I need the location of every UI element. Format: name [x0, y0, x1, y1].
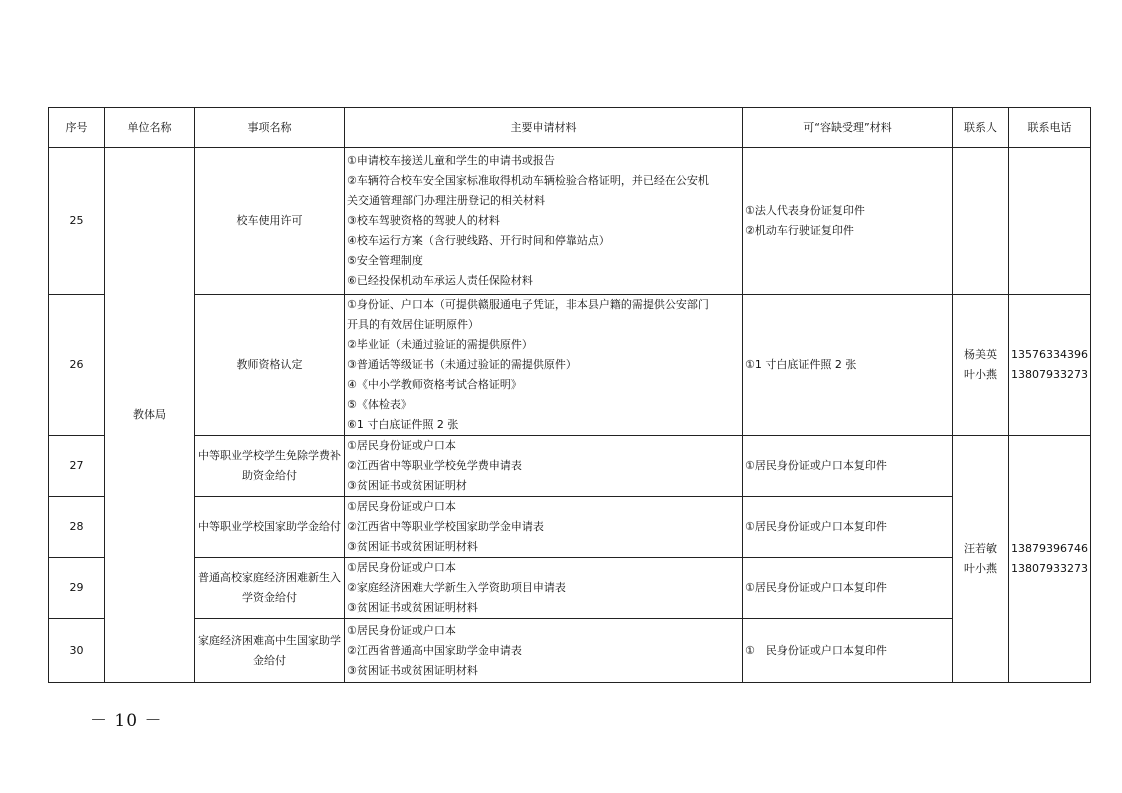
material-line: ①居民身份证或户口本	[347, 439, 456, 452]
item-name: 普通高校家庭经济困难新生入学资金给付	[195, 558, 345, 619]
material-line: ④《中小学教师资格考试合格证明》	[347, 378, 522, 391]
row-no: 26	[49, 295, 105, 436]
page-number: － 10 －	[90, 711, 163, 731]
material-line: ②江西省普通高中国家助学金申请表	[347, 643, 522, 657]
table-row	[49, 148, 1091, 295]
deficiency-materials	[743, 148, 953, 295]
item-name: 中等职业学校国家助学金给付	[195, 497, 345, 558]
item-name: 家庭经济困难高中生国家助学金给付	[195, 619, 345, 683]
contact-phone: 13879396746	[1011, 542, 1088, 555]
table-row	[49, 295, 1091, 436]
material-line: ②毕业证（未通过验证的需提供原件）	[347, 338, 533, 351]
contact-phones	[1009, 436, 1091, 683]
material-line: ⑤《体检表》	[347, 398, 412, 411]
contact-phone: 13807933273	[1011, 368, 1088, 381]
table-row	[49, 619, 1091, 683]
row-no: 25	[49, 148, 105, 295]
material-line: ①居民身份证或户口本	[347, 623, 456, 637]
material-line: ③贫困证书或贫困证明材料	[347, 663, 478, 677]
deficiency-materials	[743, 295, 953, 436]
material-line: ③贫困证书或贫困证明材料	[347, 601, 478, 614]
table-row	[49, 436, 1091, 497]
material-line: ⑥1 寸白底证件照 2 张	[347, 418, 459, 431]
contact-names	[953, 436, 1009, 683]
item-name: 中等职业学校学生免除学费补助资金给付	[195, 436, 345, 497]
row-no: 28	[49, 497, 105, 558]
main-materials	[345, 148, 743, 295]
deficiency-materials	[743, 619, 953, 683]
deficiency-line: ②机动车行驶证复印件	[745, 224, 854, 237]
material-line: ④校车运行方案（含行驶线路、开行时间和停靠站点）	[347, 234, 610, 247]
header-item: 事项名称	[195, 108, 345, 148]
contact-name: 叶小燕	[964, 562, 997, 575]
row-no: 30	[49, 619, 105, 683]
row-no: 29	[49, 558, 105, 619]
material-line: 开具的有效居住证明原件）	[347, 318, 479, 331]
contact-phones	[1009, 295, 1091, 436]
material-line: ①居民身份证或户口本	[347, 561, 456, 574]
row-no: 27	[49, 436, 105, 497]
contact-phone: 13576334396	[1011, 348, 1088, 361]
material-line: ②江西省中等职业学校免学费申请表	[347, 459, 522, 472]
phone-cell-empty	[1009, 148, 1091, 295]
deficiency-materials	[743, 497, 953, 558]
material-line: ①身份证、户口本（可提供赣服通电子凭证，非本县户籍的需提供公安部门	[347, 298, 709, 311]
main-materials	[345, 619, 743, 683]
header-no: 序号	[49, 108, 105, 148]
contact-name: 叶小燕	[964, 368, 997, 381]
material-line: ⑤安全管理制度	[347, 254, 423, 267]
contact-names	[953, 295, 1009, 436]
material-line: 关交通管理部门办理注册登记的相关材料	[347, 194, 545, 207]
main-materials	[345, 436, 743, 497]
contact-name: 汪若敏	[964, 542, 997, 555]
material-line: ⑥已经投保机动车承运人责任保险材料	[347, 274, 533, 287]
item-name: 校车使用许可	[195, 148, 345, 295]
table-header-row	[49, 108, 1091, 148]
table-row	[49, 558, 1091, 619]
deficiency-materials	[743, 558, 953, 619]
main-materials	[345, 295, 743, 436]
deficiency-line: ①法人代表身份证复印件	[745, 204, 865, 217]
material-line: ①申请校车接送儿童和学生的申请书或报告	[347, 154, 555, 167]
deficiency-line: ①1 寸白底证件照 2 张	[745, 358, 857, 371]
unit-cell: 教体局	[105, 148, 195, 683]
header-unit: 单位名称	[105, 108, 195, 148]
header-deficiency: 可“容缺受理”材料	[743, 108, 953, 148]
main-materials	[345, 558, 743, 619]
material-line: ②江西省中等职业学校国家助学金申请表	[347, 520, 544, 533]
matters-table	[48, 107, 1091, 683]
main-materials	[345, 497, 743, 558]
contact-phone: 13807933273	[1011, 562, 1088, 575]
material-line: ③普通话等级证书（未通过验证的需提供原件）	[347, 358, 577, 371]
contact-cell-empty	[953, 148, 1009, 295]
material-line: ③贫困证书或贫困证明材料	[347, 540, 478, 553]
header-materials: 主要申请材料	[345, 108, 743, 148]
deficiency-materials	[743, 436, 953, 497]
material-line: ③贫困证书或贫困证明材	[347, 479, 467, 492]
deficiency-line: ①居民身份证或户口本复印件	[745, 581, 887, 594]
item-name: 教师资格认定	[195, 295, 345, 436]
deficiency-line: ① 民身份证或户口本复印件	[745, 643, 887, 657]
material-line: ①居民身份证或户口本	[347, 500, 456, 513]
deficiency-line: ①居民身份证或户口本复印件	[745, 520, 887, 533]
contact-name: 杨美英	[964, 348, 997, 361]
header-contact: 联系人	[953, 108, 1009, 148]
material-line: ③校车驾驶资格的驾驶人的材料	[347, 214, 500, 227]
table-row	[49, 497, 1091, 558]
deficiency-line: ①居民身份证或户口本复印件	[745, 459, 887, 472]
material-line: ②车辆符合校车安全国家标准取得机动车辆检验合格证明，并已经在公安机	[347, 174, 709, 187]
material-line: ②家庭经济困难大学新生入学资助项目申请表	[347, 581, 566, 594]
header-phone: 联系电话	[1009, 108, 1091, 148]
